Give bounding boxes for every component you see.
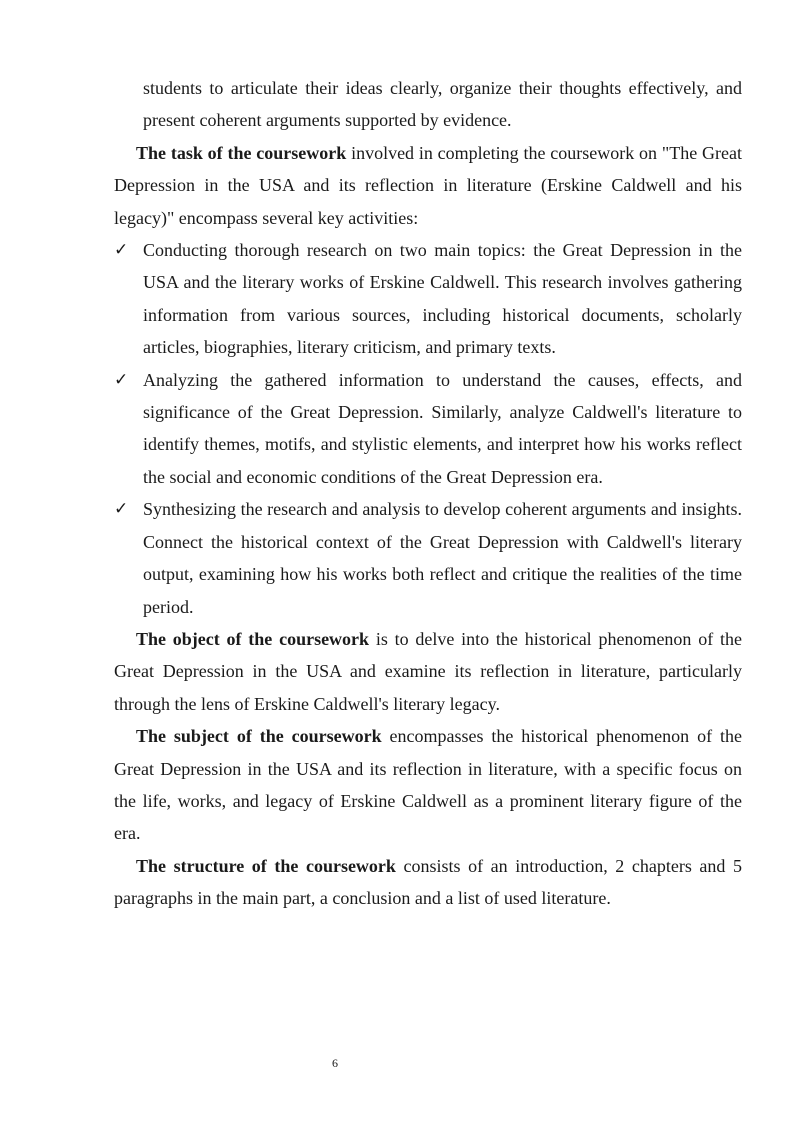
page-number: 6 (332, 1056, 338, 1070)
continuation-paragraph: students to articulate their ideas clearly, organize their thoughts effectively, and present coherent arguments supported by evidence. (143, 78, 742, 131)
structure-paragraph (114, 850, 742, 915)
activities-list (114, 234, 742, 623)
checkmark-icon: ✓ (114, 240, 129, 261)
list-item-text: Conducting thorough research on two main topics: the Great Depression in the USA and the literary works of Erskine Caldwell. This research involves gathering information from various sources, including historical documents, scholarly articles, biographies, literary criticism, and primary texts. (143, 240, 742, 358)
list-item-text: Analyzing the gathered information to understand the causes, effects, and significance of the Great Depression. Similarly, analyze Caldwell's literature to identify themes, motifs, and stylistic elements, and interpret how his works reflect the social and economic conditions of the Great Depression era. (143, 369, 742, 487)
object-paragraph (114, 623, 742, 720)
subject-paragraph (114, 720, 742, 850)
task-heading: The task of the coursework (136, 142, 347, 163)
list-item (114, 364, 742, 494)
subject-heading: The subject of the coursework (136, 726, 382, 747)
checkmark-icon: ✓ (114, 369, 129, 390)
structure-heading: The structure of the coursework (136, 855, 396, 876)
object-text: is to delve into the historical phenomenon of the Great Depression in the USA and examine its reflection in literature, particularly through the lens of Erskine Caldwell's literary legacy. (114, 628, 742, 714)
list-item (114, 493, 742, 623)
structure-text: consists of an introduction, 2 chapters and 5 paragraphs in the main part, a conclusion and a list of used literature. (114, 855, 742, 909)
list-item-text: Synthesizing the research and analysis to develop coherent arguments and insights. Connect the historical context of the Great Depression with Caldwell's literary output, examining how his works both reflect and critique the realities of the time period. (143, 499, 742, 617)
task-text: involved in completing the coursework on "The Great Depression in the USA and its reflection in literature (Erskine Caldwell and his legacy)" encompass several key activities: (114, 142, 742, 228)
list-item (114, 234, 742, 364)
document-body (114, 72, 742, 915)
task-paragraph (114, 137, 742, 234)
checkmark-icon: ✓ (114, 499, 129, 520)
subject-text: encompasses the historical phenomenon of the Great Depression in the USA and its reflection in literature, with a specific focus on the life, works, and legacy of Erskine Caldwell as a prominent literary figure of the era. (114, 726, 742, 844)
object-heading: The object of the coursework (136, 628, 370, 649)
